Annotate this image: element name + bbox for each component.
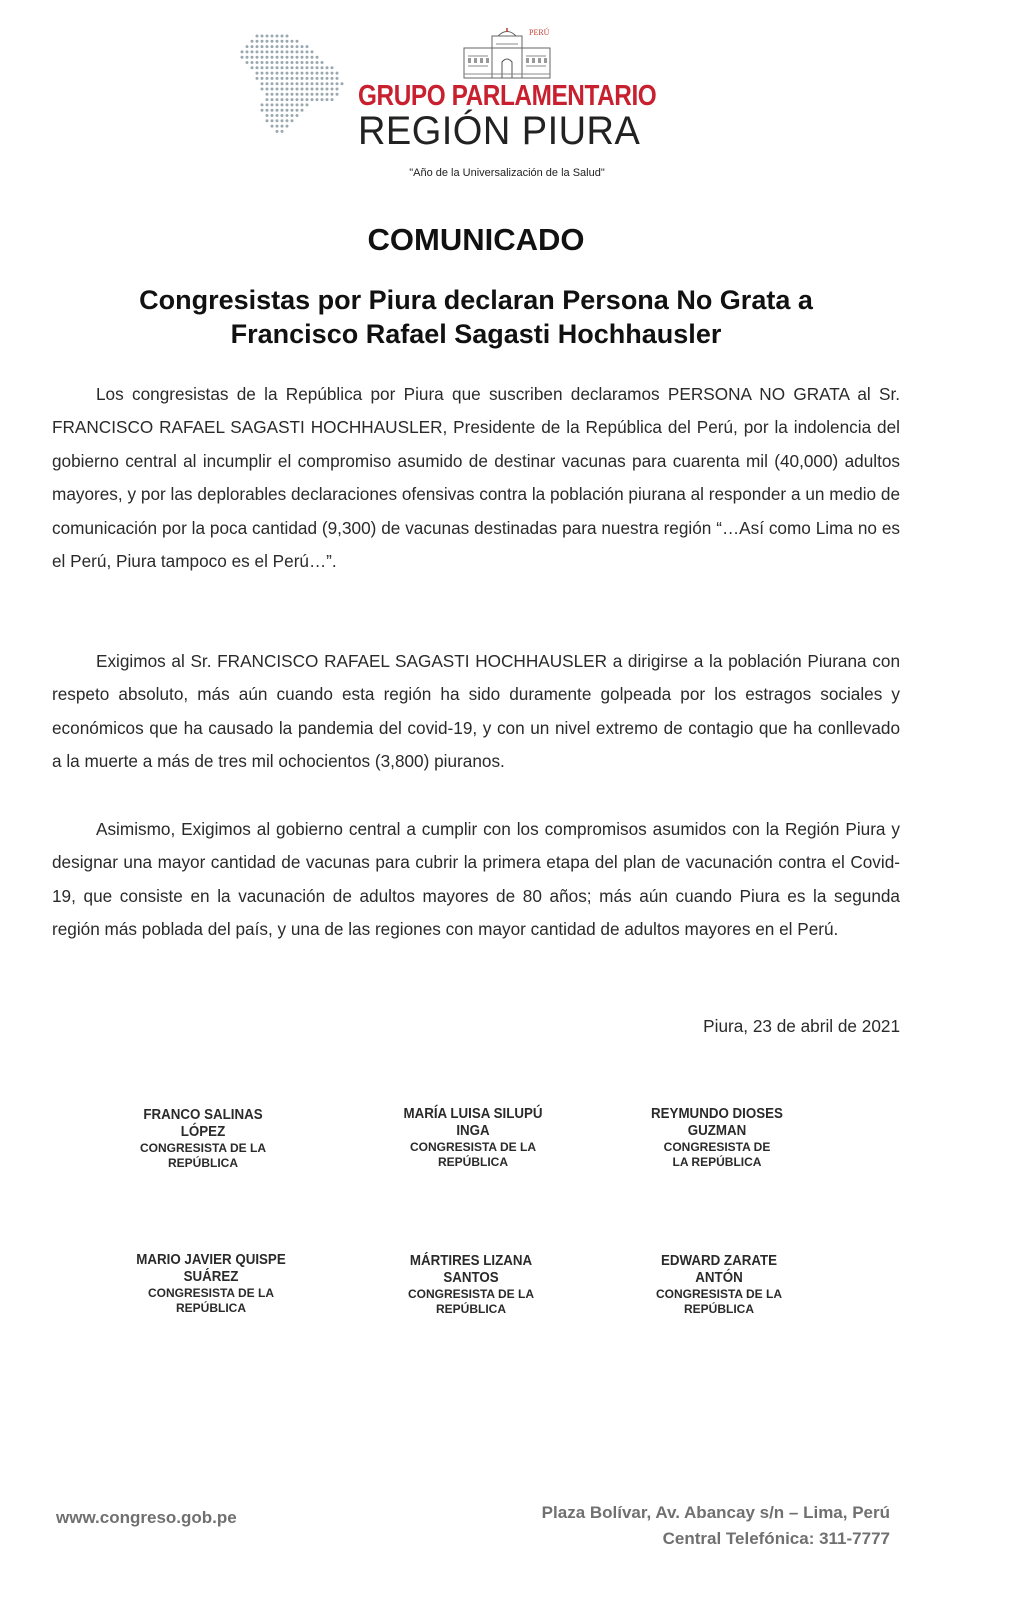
signatory-role-line1: CONGRESISTA DE LA bbox=[409, 1140, 536, 1154]
group-name-line2: REGIÓN PIURA bbox=[358, 109, 641, 153]
piura-map-logo-icon bbox=[238, 30, 348, 140]
signatory-role-line2: LA REPÚBLICA bbox=[672, 1155, 762, 1169]
signatory-role-line1: CONGRESISTA DE LA bbox=[655, 1287, 782, 1301]
paragraph-1 bbox=[52, 378, 900, 578]
signatory-name-line2: LÓPEZ bbox=[180, 1124, 226, 1140]
signatory-name-line1: MARIO JAVIER QUISPE bbox=[136, 1252, 286, 1268]
signatory-name-line1: FRANCO SALINAS bbox=[143, 1107, 263, 1123]
document-type-title: COMUNICADO bbox=[367, 222, 585, 257]
signatory-role-line2: REPÚBLICA bbox=[167, 1156, 238, 1170]
signatory-role-line1: CONGRESISTA DE bbox=[663, 1140, 771, 1154]
footer-phone: Central Telefónica: 311-7777 bbox=[662, 1529, 890, 1548]
signatory-name-line2: INGA bbox=[456, 1123, 490, 1139]
year-motto: "Año de la Universalización de la Salud" bbox=[409, 167, 605, 179]
signature-block bbox=[88, 1107, 318, 1171]
signatory-role-line2: REPÚBLICA bbox=[435, 1302, 506, 1316]
signatory-name-line1: EDWARD ZARATE bbox=[660, 1253, 778, 1269]
signatory-role-line2: REPÚBLICA bbox=[175, 1301, 246, 1315]
signatory-role-line1: CONGRESISTA DE LA bbox=[139, 1141, 266, 1155]
signatory-name-line1: REYMUNDO DIOSES bbox=[651, 1106, 783, 1122]
document-headline bbox=[40, 283, 912, 351]
paragraph-2 bbox=[52, 645, 900, 779]
signature-block bbox=[358, 1106, 588, 1170]
signatory-name-line2: SANTOS bbox=[443, 1270, 499, 1286]
paragraph-text: Exigimos al Sr. FRANCISCO RAFAEL SAGASTI HOCHHAUSLER a dirigirse a la población Piurana con respeto absoluto, más aún cuando esta región ha sido duramente golpeada por los estragos sociales y económicos que ha causado la pandemia del covid-19, y con un nivel extremo de contagio que ha conllevado a la muerte a más de tres mil ochocientos (3,800) piuranos. bbox=[52, 651, 900, 772]
signature-block bbox=[602, 1106, 832, 1170]
paragraph-text: Los congresistas de la República por Piura que suscriben declaramos PERSONA NO GRATA al Sr. FRANCISCO RAFAEL SAGASTI HOCHHAUSLER, Presidente de la República del Perú, por la indolencia del gobierno central al incumplir el compromiso asumido de destinar vacunas para cuarenta mil (40,000) adultos mayores, y por las deplorables declaraciones ofensivas contra la población piurana al responder a un medio de comunicación por la poca cantidad (9,300) de vacunas destinadas para nuestra región “…Así como Lima no es el Perú, Piura tampoco es el Perú…”. bbox=[52, 384, 900, 572]
signatory-role-line2: REPÚBLICA bbox=[437, 1155, 508, 1169]
signatory-name-line2: SUÁREZ bbox=[183, 1269, 239, 1285]
logo-peru-tag: PERÚ bbox=[529, 28, 550, 37]
paragraph-text: Asimismo, Exigimos al gobierno central a cumplir con los compromisos asumidos con la Región Piura y designar una mayor cantidad de vacunas para cubrir la primera etapa del plan de vacunación contra el Covid-19, que consiste en la vacunación de adultos mayores de 80 años; más aún cuando Piura es la segunda región más poblada del país, y una de las regiones con mayor cantidad de adultos mayores en el Perú. bbox=[52, 819, 900, 940]
signature-block bbox=[604, 1253, 834, 1317]
group-name-line1: GRUPO PARLAMENTARIO bbox=[358, 80, 657, 112]
footer-contact bbox=[542, 1500, 890, 1552]
headline-line2: Francisco Rafael Sagasti Hochhausler bbox=[230, 319, 722, 349]
signature-block bbox=[356, 1253, 586, 1317]
footer-address: Plaza Bolívar, Av. Abancay s/n – Lima, Perú bbox=[541, 1503, 890, 1522]
letterhead bbox=[0, 0, 1014, 200]
signatory-name-line1: MÁRTIRES LIZANA bbox=[409, 1253, 533, 1269]
signatory-name-line2: ANTÓN bbox=[695, 1270, 743, 1286]
signatory-role-line2: REPÚBLICA bbox=[683, 1302, 754, 1316]
signatory-role-line1: CONGRESISTA DE LA bbox=[407, 1287, 534, 1301]
headline-line1: Congresistas por Piura declaran Persona No Grata a bbox=[139, 285, 813, 315]
signatory-role-line1: CONGRESISTA DE LA bbox=[147, 1286, 274, 1300]
signatory-name-line2: GUZMAN bbox=[687, 1123, 747, 1139]
signature-block bbox=[96, 1252, 326, 1316]
footer-website: www.congreso.gob.pe bbox=[56, 1508, 237, 1527]
document-date: Piura, 23 de abril de 2021 bbox=[703, 1016, 900, 1036]
paragraph-3 bbox=[52, 813, 900, 947]
signatory-name-line1: MARÍA LUISA SILUPÚ bbox=[403, 1106, 543, 1122]
